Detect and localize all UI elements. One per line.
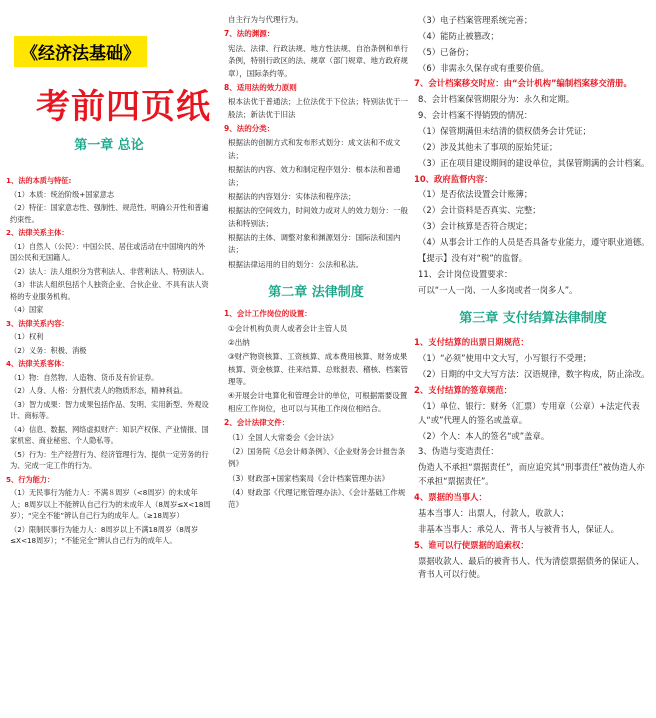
text-line: 根据法的内容、效力和制定程序划分：根本法和普通法； (228, 165, 401, 187)
text-line: ④开展会计电算化和管理会计的单位，可根据需要设置相应工作岗位，也可以与其他工作岗位相结合。 (228, 391, 408, 413)
section-heading: 7、会计档案移交时应：由“会计机构”编制档案移交清册。 (414, 78, 632, 89)
text-line: （4）国家 (10, 305, 44, 315)
big-title: 考前四页纸 (36, 87, 211, 127)
text-line: （4）能防止被篡改； (418, 30, 499, 41)
text-line: （2）涉及其他未了事项的原始凭证； (418, 141, 558, 152)
text-line: （2）个人：本人的签名“或”盖章。 (418, 430, 550, 441)
text-line: （3）会计核算是否符合规定； (418, 221, 533, 232)
chapter-3-heading: 第三章 支付结算法律制度 (459, 311, 607, 327)
text-line: （1）“必须”使用中文大写，小写银行不受理； (418, 353, 592, 364)
text-line: 【提示】没有对“税”的监督。 (418, 252, 528, 263)
text-line: 8、会计档案保管期限分为：永久和定期。 (418, 94, 575, 105)
text-line: 可以“一人一岗、一人多岗或者一岗多人”。 (418, 284, 578, 295)
text-line: 根据法律运用的目的划分：公法和私法。 (228, 259, 363, 269)
text-line: （2）义务：积极、消极 (10, 345, 87, 355)
column-right (414, 0, 652, 584)
text-line: 基本当事人：出票人，付款人，收款人； (418, 507, 569, 518)
chapter-1-heading: 第一章 总论 (74, 138, 144, 153)
text-line: （1）单位、银行：财务（汇票）专用章（公章）+法定代表人“或”代理人的签名或盖章。 (418, 400, 640, 425)
text-line: 根据法的创制方式和发布形式划分：成文法和不成文法； (228, 138, 401, 160)
text-line: 根据法的空间效力，时间效力或对人的效力划分：一般法和特别法； (228, 206, 408, 228)
text-line: （1）本质：统治阶级+国家意志 (10, 189, 115, 199)
chapter-1-continued (224, 14, 408, 271)
section-heading: 2、会计法律文件： (224, 418, 290, 428)
book-title: 《经济法基础》 (14, 36, 147, 67)
text-line: （3）正在项目建设期间的建设单位，其保管期满的会计档案。 (418, 157, 650, 168)
text-line: 非基本当事人：承兑人、背书人与被背书人，保证人。 (418, 523, 619, 534)
text-line: 根据法的主体、调整对象和渊源划分：国际法和国内法； (228, 233, 401, 255)
section-heading: 1、法的本质与特征: (6, 176, 72, 185)
section-heading: 5、谁可以行使票据的追索权： (414, 539, 529, 550)
section-heading: 10、政府监督内容： (414, 173, 493, 184)
chapter-2-heading: 第二章 法律制度 (268, 285, 364, 301)
text-line: （1）全国人大常委会《会计法》 (228, 432, 338, 442)
text-line: （1）物：自然物、人造物、货币及有价证券。 (10, 372, 159, 382)
text-line: 11、会计岗位设置要求： (418, 268, 513, 279)
text-line: （2）日期的中文大写方法：汉语规律，数字构成，防止涂改。 (418, 369, 650, 380)
text-line: 票据收款人、最后的被背书人、代为清偿票据债务的保证人、背书人可以行使。 (418, 555, 645, 580)
text-line: （2）人身、人格：分割代表人的物质形态，精神利益。 (10, 386, 188, 396)
text-line: 根本法优于普通法；上位法优于下位法；特别法优于一般法；新法优于旧法 (228, 97, 408, 119)
section-heading: 5、行为能力： (6, 474, 55, 484)
text-line: （3）智力成果：智力成果包括作品、发明、实用新型、外观设计、商标等。 (10, 399, 209, 421)
section-heading: 4、票据的当事人： (414, 492, 487, 503)
column-left (6, 0, 212, 549)
section-heading: 9、法的分类： (224, 124, 275, 133)
section-heading: 2、法律关系主体： (6, 228, 69, 238)
text-line: （5）行为：生产经营行为、经济管理行为、提供一定劳务的行为、完成一定工作的行为。 (10, 449, 209, 471)
text-line: 伪造人不承担“票据责任”，而应追究其“刑事责任”被伪造人亦不承担“票据责任”。 (418, 462, 645, 487)
chapter-3-body (414, 336, 652, 582)
text-line: （2）会计资料是否真实、完整； (418, 205, 541, 216)
chapter-1-body (6, 175, 212, 547)
text-line: （1）自然人（公民）：中国公民、居住或活动在中国境内的外国公民和无国籍人。 (10, 241, 206, 263)
text-line: （4）从事会计工作的人员是否具备专业能力，遵守职业道德。 (418, 237, 650, 248)
section-heading: 7、法的渊源： (224, 29, 275, 39)
text-line: 3、伪造与变造责任： (418, 446, 499, 457)
section-heading: 1、支付结算的出票日期规范： (414, 337, 529, 348)
text-line: ①会计机构负责人或者会计主管人员 (228, 323, 348, 333)
text-line: ③财产物资核算、工资核算、成本费用核算、财务成果核算、资金核算、往来结算、总账报表、稽核、档案管理等。 (228, 352, 408, 386)
text-line: （3）非法人组织包括个人独资企业、合伙企业、不具有法人资格的专业服务机构。 (10, 280, 209, 301)
text-line: （6）非需永久保存或有重要价值。 (418, 62, 549, 73)
text-line: 根据法的内容划分：实体法和程序法； (228, 191, 356, 201)
text-line: （3）电子档案管理系统完善； (418, 15, 533, 25)
text-line: （4）财政部《代理记账管理办法》、《会计基础工作规范》 (228, 488, 406, 510)
chapter-2-body (224, 308, 408, 512)
text-line: （1）保管期满但未结清的债权债务会计凭证； (418, 126, 591, 137)
text-line: （2）国务院《总会计师条例》、《企业财务会计报告条例》 (228, 446, 406, 469)
section-heading: 4、法律关系客体： (6, 359, 69, 369)
section-heading: 2、支付结算的签章规范： (414, 385, 512, 396)
text-line: ②出纳 (228, 337, 250, 347)
section-heading: 1、会计工作岗位的设置： (224, 309, 312, 319)
text-line: （2）法人：法人组织分为营利法人、非营利法人、特别法人。 (10, 266, 209, 276)
column-middle (224, 0, 408, 514)
chapter-2-continued (414, 14, 652, 297)
text-line: （1）无民事行为能力人：不满８周岁（<8周岁）的未成年人；8周岁以上不能辨认自己行为的未成年人（8周岁≤X<18周岁）；“完全不能”辨认自己行为的成年人。（≥18周岁） (10, 488, 211, 521)
text-line: （3）财政部+国家档案局《会计档案管理办法》 (228, 473, 390, 483)
text-line: 9、会计档案不得销毁的情况： (418, 110, 533, 121)
text-line: （1）权利 (10, 332, 44, 342)
section-heading: 8、适用法的效力原则 (224, 82, 297, 92)
text-line: （1）是否依法设置会计账簿； (418, 189, 533, 200)
text-line: （5）已备份； (418, 46, 474, 57)
text-line: （2）特征：国家意志性、强制性、规范性、明确公开性和普遍约束性。 (10, 203, 209, 224)
text-line: 自主行为与代理行为。 (228, 15, 303, 24)
text-line: 宪法、法律、行政法规、地方性法规、自治条例和单行条例，特别行政区的法、规章（部门规章、地方政府规章），国际条约等。 (228, 43, 408, 78)
text-line: （4）信息、数据、网络虚拟财产：知识产权保、产业情报、国家机密、商业秘密、个人隐私等。 (10, 424, 209, 446)
section-heading: 3、法律关系内容： (6, 318, 69, 328)
text-line: （2）限制民事行为能力人：8周岁以上不满18周岁（8周岁≤X<18周岁）；“不能完全”辨认自己行为的成年人。 (10, 524, 199, 546)
